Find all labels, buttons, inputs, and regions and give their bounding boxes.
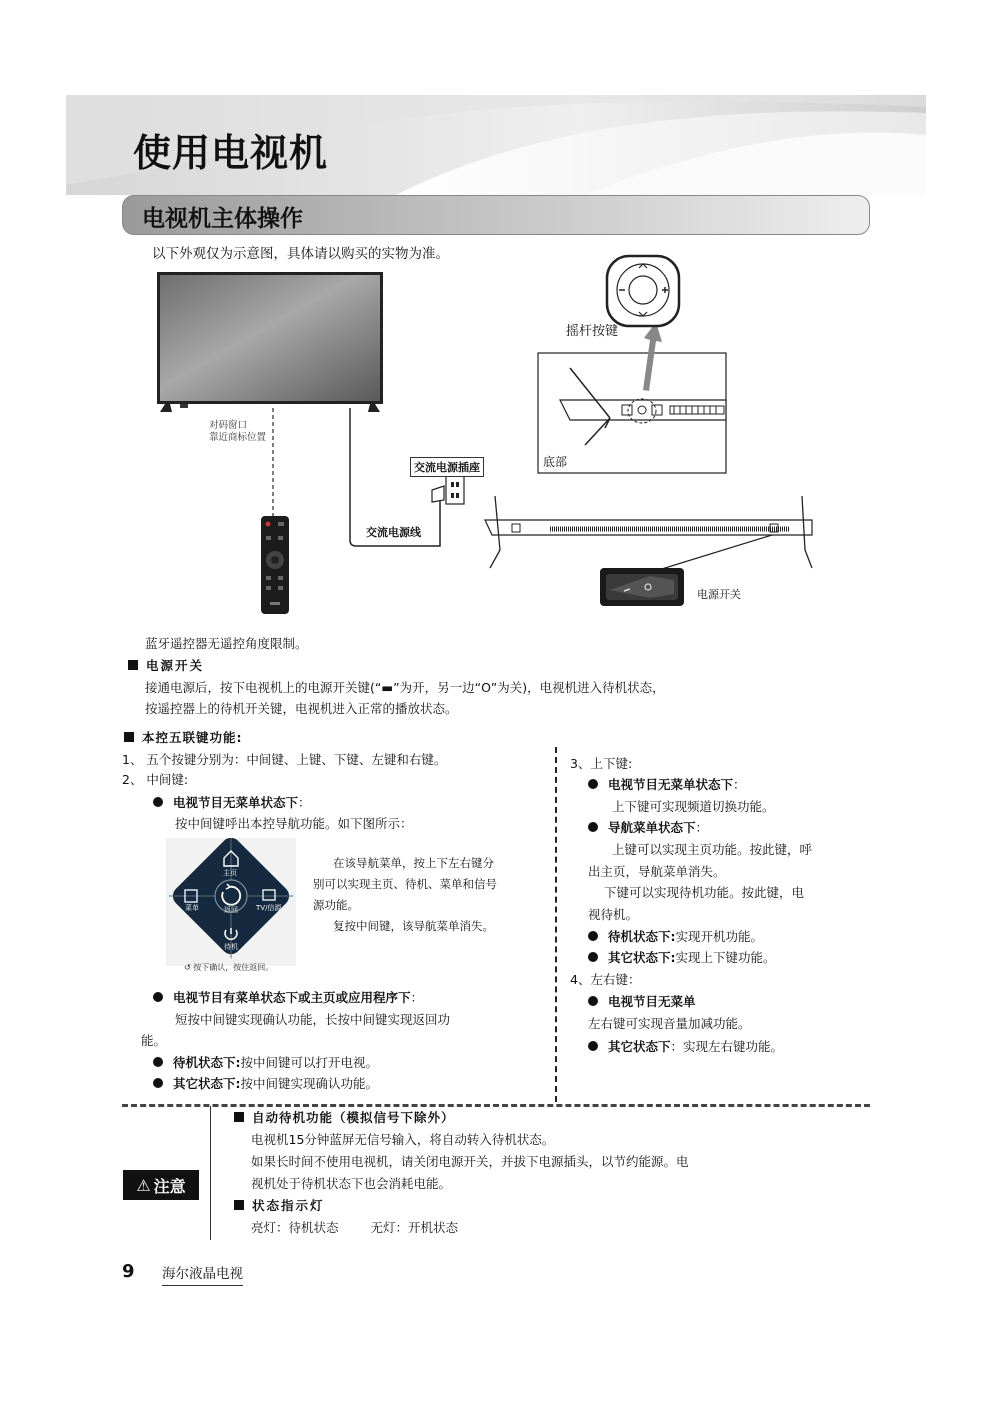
nav-menu-label: 菜单	[185, 904, 199, 912]
ac-socket-label: 交流电源插座	[410, 457, 484, 477]
nav-tv-label: TV/信源	[256, 904, 282, 912]
square-bullet-icon	[234, 1112, 244, 1122]
r2-line2: 出主页，导航菜单消失。	[588, 864, 726, 879]
r2-heading: 导航菜单状态下：	[588, 817, 708, 838]
nav-back-label: 返回	[224, 906, 238, 914]
bullet-icon	[153, 992, 163, 1002]
square-bullet-icon	[128, 660, 138, 670]
bullet-icon	[588, 931, 598, 941]
power-switch-illustration	[600, 568, 684, 606]
ac-socket-illustration	[432, 476, 464, 504]
page-title: 使用电视机	[133, 131, 329, 175]
r2-line3: 下键可以实现待机功能。按此键，电	[604, 885, 805, 900]
bullet-icon	[588, 779, 598, 789]
b1-text: 按中间键呼出本控导航功能。如下图所示：	[175, 816, 413, 831]
bt-remote-note: 蓝牙遥控器无遥控角度限制。	[145, 636, 308, 651]
r3: 待机状态下:实现开机功能。	[588, 926, 763, 947]
power-switch-label: 电源开关	[697, 588, 741, 601]
notice-line2: 如果长时间不使用电视机，请关闭电源开关，并拔下电源插头，以节约能源。电	[251, 1154, 689, 1169]
tv-bottom-long-view	[485, 496, 812, 568]
item4: 4、左右键：	[570, 972, 641, 987]
ir-window-label: 对码窗口 靠近商标位置	[209, 420, 267, 443]
item3: 3、上下键:	[570, 756, 633, 771]
nav-standby-label: 待机	[224, 943, 238, 951]
five-key-item1: 1、 五个按键分别为：中间键、上键、下键、左键和右键。	[122, 752, 447, 767]
intro-text: 以下外观仅为示意图，具体请以购买的实物为准。	[152, 246, 449, 262]
joystick-label: 摇杆按键	[566, 324, 619, 339]
ac-cord-label: 交流电源线	[366, 526, 421, 539]
return-icon: ↺	[184, 963, 194, 972]
warning-icon: ⚠	[136, 1175, 151, 1195]
bullet-icon	[153, 797, 163, 807]
remote-control-illustration	[261, 516, 289, 614]
square-bullet-icon	[124, 732, 134, 742]
notice-line3: 视机处于待机状态下也会消耗电能。	[251, 1176, 452, 1191]
notice-badge: ⚠ 注意	[123, 1170, 199, 1200]
five-key-item2: 2、 中间键:	[122, 772, 189, 787]
r5-text: 左右键可实现音量加减功能。	[588, 1016, 751, 1031]
square-bullet-icon	[234, 1200, 244, 1210]
notice-line1: 电视机15分钟蓝屏无信号输入，将自动转入待机状态。	[251, 1132, 555, 1147]
column-divider	[555, 747, 557, 1102]
bullet-icon	[588, 822, 598, 832]
r2-line4: 视待机。	[588, 907, 639, 922]
indicator-line: 亮灯：待机状态 无灯：开机状态	[251, 1220, 459, 1235]
nav-home-label: 主页	[223, 869, 237, 877]
b1-heading: 电视节目无菜单状态下：	[153, 792, 311, 813]
page-number: 9	[122, 1261, 135, 1282]
indicator-heading: 状态指示灯	[234, 1195, 325, 1216]
power-heading: 电源开关	[128, 655, 204, 676]
r1-heading: 电视节目无菜单状态下：	[588, 774, 746, 795]
section-title: 电视机主体操作	[142, 206, 303, 232]
power-line2: 按遥控器上的待机开关键，电视机进入正常的播放状态。	[145, 701, 458, 716]
b4: 其它状态下:按中间键实现确认功能。	[153, 1073, 378, 1094]
bottom-label: 底部	[543, 455, 568, 469]
notice-vertical-rule	[210, 1106, 211, 1240]
bullet-icon	[153, 1078, 163, 1088]
b3: 待机状态下:按中间键可以打开电视。	[153, 1052, 378, 1073]
five-key-heading: 本控五联键功能:	[124, 727, 243, 748]
b2-line2: 能。	[141, 1033, 167, 1048]
nav-description: 在该导航菜单，按上下左右键分 别可以实现主页、待机、菜单和信号 源功能。 复按中间键，该导航菜单消失。	[313, 856, 497, 933]
nav-caption: ↺ 按下确认，按住返回。	[184, 963, 274, 972]
joystick-button-illustration	[607, 256, 679, 326]
r1-text: 上下键可实现频道切换功能。	[612, 799, 775, 814]
r6: 其它状态下：实现左右键功能。	[588, 1036, 783, 1057]
auto-standby-heading: 自动待机功能（模拟信号下除外）	[234, 1107, 455, 1128]
r4: 其它状态下:实现上下键功能。	[588, 947, 776, 968]
bullet-icon	[153, 1057, 163, 1067]
power-line1: 接通电源后，按下电视机上的电源开关键(“▬”为开，另一边“O”为关)，电视机进入待机状态，	[145, 680, 665, 695]
tv-front-illustration	[157, 272, 383, 412]
bullet-icon	[588, 996, 598, 1006]
r5-heading: 电视节目无菜单	[588, 991, 696, 1012]
b2-line1: 短按中间键实现确认功能，长按中间键实现返回功	[175, 1012, 451, 1027]
footer-brand: 海尔液晶电视	[162, 1262, 243, 1286]
bullet-icon	[588, 1041, 598, 1051]
r2-line1: 上键可以实现主页功能。按此键，呼	[612, 842, 813, 857]
b2-heading: 电视节目有菜单状态下或主页或应用程序下：	[153, 987, 423, 1008]
bullet-icon	[588, 952, 598, 962]
